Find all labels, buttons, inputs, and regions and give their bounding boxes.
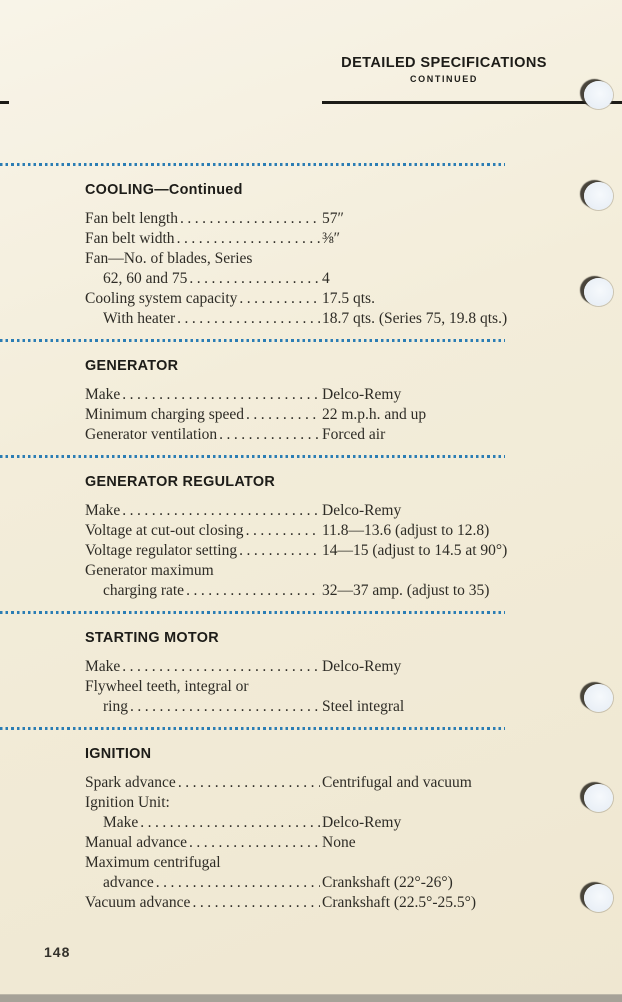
spec-label: Fan belt length: [85, 210, 178, 227]
spec-label: Manual advance: [85, 834, 187, 851]
spec-label: Fan—No. of blades, Series: [85, 250, 253, 267]
dot-leader: [237, 289, 320, 309]
spec-value: 57″: [322, 210, 344, 227]
spec-row: [85, 893, 622, 913]
binder-hole: [584, 278, 613, 306]
spec-label: Make: [85, 502, 121, 519]
spec-value: Delco-Remy: [322, 502, 402, 519]
spec-label-cell: [85, 309, 320, 329]
blue-dotted-separator: [0, 455, 505, 458]
dot-leader: [175, 309, 320, 329]
binder-hole: [584, 884, 613, 912]
spec-label: Cooling system capacity: [85, 290, 238, 307]
spec-row: [85, 269, 622, 289]
spec-label-cell: [85, 773, 320, 793]
spec-row: [85, 521, 622, 541]
spec-section: [0, 455, 622, 601]
spec-label: Spark advance: [85, 774, 176, 791]
spec-label: ring: [103, 698, 128, 715]
page-header: [308, 54, 580, 84]
binder-hole: [584, 784, 613, 812]
binder-hole: [584, 182, 613, 210]
spec-label: Flywheel teeth, integral or: [85, 678, 249, 695]
binder-hole: [584, 684, 613, 712]
spec-row: [85, 501, 622, 521]
page-number: 148: [44, 944, 71, 960]
dot-leader: [244, 521, 320, 541]
spec-row: [85, 209, 622, 229]
spec-row: [85, 289, 622, 309]
spec-row: [85, 677, 622, 697]
spec-row: [85, 793, 622, 813]
section-rows: [85, 773, 622, 913]
specifications: [0, 163, 622, 923]
page-title: DETAILED SPECIFICATIONS: [341, 54, 547, 71]
spec-label: Voltage at cut-out closing: [85, 522, 244, 539]
spec-value: 14—15 (adjust to 14.5 at 90°): [322, 542, 508, 559]
spec-value: Centrifugal and vacuum: [322, 774, 472, 791]
spec-label: Ignition Unit:: [85, 794, 170, 811]
dot-leader: [187, 833, 320, 853]
spec-label: Fan belt width: [85, 230, 175, 247]
spec-row: [85, 813, 622, 833]
page-subtitle: CONTINUED: [410, 74, 478, 84]
spec-value: Delco-Remy: [322, 386, 402, 403]
dot-leader: [175, 229, 320, 249]
spec-label-cell: [85, 793, 170, 813]
dot-leader: [187, 269, 320, 289]
dot-leader: [120, 501, 320, 521]
spec-label-cell: [85, 269, 320, 289]
dot-leader: [178, 209, 320, 229]
header-rule-left-tick: [0, 101, 9, 104]
spec-value: Crankshaft (22°-26°): [322, 874, 453, 891]
spec-label-cell: [85, 541, 320, 561]
spec-label: 62, 60 and 75: [103, 270, 188, 287]
spec-label-cell: [85, 561, 214, 581]
spec-label-cell: [85, 289, 320, 309]
dot-leader: [128, 697, 320, 717]
spec-row: [85, 561, 622, 581]
spec-value: None: [322, 834, 356, 851]
spec-section: [0, 339, 622, 445]
spec-label-cell: [85, 873, 320, 893]
spec-value: 11.8—13.6 (adjust to 12.8): [322, 522, 490, 539]
dot-leader: [244, 405, 320, 425]
spec-label-cell: [85, 853, 221, 873]
spec-label-cell: [85, 833, 320, 853]
section-heading: IGNITION: [85, 745, 152, 762]
spec-value: ⅜″: [322, 230, 341, 247]
dot-leader: [120, 385, 320, 405]
spec-label-cell: [85, 581, 320, 601]
section-heading: GENERATOR REGULATOR: [85, 473, 276, 490]
spec-row: [85, 833, 622, 853]
blue-dotted-separator: [0, 339, 505, 342]
spec-value: Delco-Remy: [322, 658, 402, 675]
spec-row: [85, 229, 622, 249]
spec-label-cell: [85, 405, 320, 425]
spec-label: Generator ventilation: [85, 426, 218, 443]
spec-value: 32—37 amp. (adjust to 35): [322, 582, 490, 599]
spec-label: With heater: [103, 310, 176, 327]
spec-value: Crankshaft (22.5°-25.5°): [322, 894, 477, 911]
section-rows: [85, 501, 622, 601]
dot-leader: [217, 425, 320, 445]
spec-label: Maximum centrifugal: [85, 854, 221, 871]
spec-value: 17.5 qts.: [322, 290, 375, 307]
spec-section: [0, 163, 622, 329]
dot-leader: [120, 657, 320, 677]
spec-row: [85, 425, 622, 445]
blue-dotted-separator: [0, 727, 505, 730]
spec-row: [85, 309, 622, 329]
spec-value: Steel integral: [322, 698, 405, 715]
page-bottom-edge: [0, 994, 622, 1002]
spec-label-cell: [85, 697, 320, 717]
section-rows: [85, 209, 622, 329]
spec-label: Generator maximum: [85, 562, 214, 579]
spec-label: charging rate: [103, 582, 185, 599]
spec-row: [85, 853, 622, 873]
spec-label-cell: [85, 657, 320, 677]
spec-value: 22 m.p.h. and up: [322, 406, 427, 423]
spec-label: Vacuum advance: [85, 894, 191, 911]
spec-label-cell: [85, 209, 320, 229]
spec-row: [85, 657, 622, 677]
spec-label-cell: [85, 249, 252, 269]
dot-leader: [190, 893, 320, 913]
spec-section: [0, 611, 622, 717]
spec-row: [85, 697, 622, 717]
spec-label-cell: [85, 425, 320, 445]
section-heading: STARTING MOTOR: [85, 629, 219, 646]
spec-label: advance: [103, 874, 154, 891]
dot-leader: [154, 873, 320, 893]
section-heading: COOLING—Continued: [85, 181, 243, 198]
spec-row: [85, 873, 622, 893]
spec-row: [85, 405, 622, 425]
spec-row: [85, 773, 622, 793]
spec-value: 18.7 qts. (Series 75, 19.8 qts.): [322, 310, 508, 327]
spec-label-cell: [85, 521, 320, 541]
spec-label: Make: [85, 386, 121, 403]
spec-label: Voltage regulator setting: [85, 542, 238, 559]
dot-leader: [176, 773, 320, 793]
header-rule: [322, 101, 622, 104]
dot-leader: [184, 581, 320, 601]
spec-label: Minimum charging speed: [85, 406, 244, 423]
spec-label-cell: [85, 813, 320, 833]
section-rows: [85, 657, 622, 717]
blue-dotted-separator: [0, 163, 505, 166]
dot-leader: [237, 541, 320, 561]
spec-row: [85, 581, 622, 601]
spec-section: [0, 727, 622, 913]
spec-value: Forced air: [322, 426, 386, 443]
spec-row: [85, 541, 622, 561]
spec-label-cell: [85, 385, 320, 405]
spec-label-cell: [85, 677, 249, 697]
spec-value: 4: [322, 270, 330, 287]
spec-row: [85, 249, 622, 269]
section-heading: GENERATOR: [85, 357, 179, 374]
spec-label: Make: [85, 658, 121, 675]
blue-dotted-separator: [0, 611, 505, 614]
spec-label-cell: [85, 229, 320, 249]
spec-label-cell: [85, 501, 320, 521]
binder-hole: [584, 81, 613, 109]
dot-leader: [138, 813, 320, 833]
spec-label-cell: [85, 893, 320, 913]
section-rows: [85, 385, 622, 445]
spec-label: Make: [103, 814, 139, 831]
spec-value: Delco-Remy: [322, 814, 402, 831]
spec-row: [85, 385, 622, 405]
